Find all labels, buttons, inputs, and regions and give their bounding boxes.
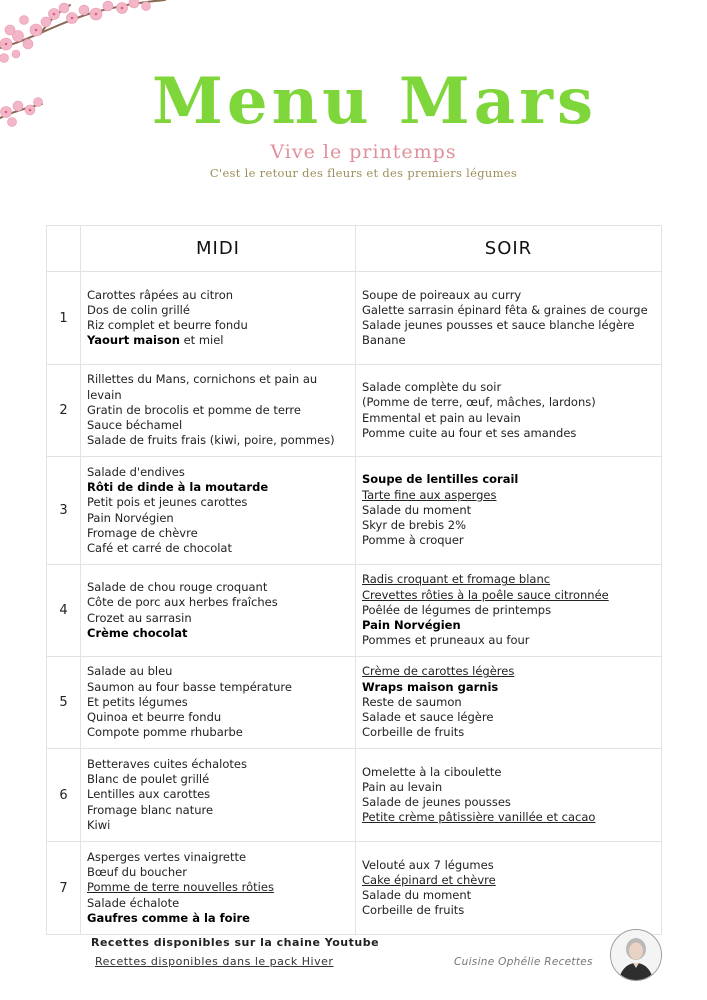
menu-item [87,580,349,595]
menu-item-text: Pain Norvégien [362,618,461,633]
menu-item [87,757,349,772]
menu-item [87,725,349,740]
youtube-recipes-note: Recettes disponibles sur la chaine Youtube [91,936,380,949]
menu-item [362,472,655,487]
menu-item [87,303,349,318]
menu-item-text: Crème chocolat [87,625,188,640]
winter-pack-link[interactable]: Recettes disponibles dans le pack Hiver [95,955,334,968]
menu-item-text: Crevettes rôties à la poêle sauce citronnée [362,587,609,602]
midi-cell [81,565,356,657]
menu-item [87,818,349,833]
menu-item-text: Pain au levain [362,779,443,794]
menu-item [87,333,349,348]
menu-item-text: Pain Norvégien [87,510,174,525]
menu-item [362,725,655,740]
menu-item [362,303,655,318]
menu-item [362,780,655,795]
midi-cell [81,457,356,565]
table-header-row [47,226,662,272]
menu-item [87,495,349,510]
menu-item [87,611,349,626]
menu-item [87,664,349,679]
menu-item [87,372,349,402]
menu-item [87,526,349,541]
menu-item [87,288,349,303]
menu-item-text: Salade de jeunes pousses [362,795,511,809]
menu-item [87,865,349,880]
menu-item-text: Pomme à croquer [362,533,464,548]
menu-item-text: Wraps maison garnis [362,679,499,694]
page-tagline: C'est le retour des fleurs et des premiers légumes [209,166,518,180]
column-header-midi: MIDI [81,226,356,272]
menu-item-text: Soupe de poireaux au curry [362,287,522,302]
menu-item-text: Pomme cuite au four et ses amandes [362,425,577,440]
menu-item-text: Cake épinard et chèvre [362,872,496,887]
soir-cell [356,272,662,365]
menu-item-text: Banane [362,333,406,348]
menu-item[interactable] [362,810,655,825]
menu-item [362,288,655,303]
menu-item [87,595,349,610]
menu-item-text: Gratin de brocolis et pomme de terre [87,402,301,417]
menu-item-text: Salade du moment [362,888,472,902]
signature: Cuisine Ophélie Recettes [454,956,593,968]
table-row [47,657,662,749]
menu-item [362,426,655,441]
menu-item [87,772,349,787]
menu-item-text: Fromage de chèvre [87,525,198,540]
menu-item-text: Pommes et pruneaux au four [362,633,530,648]
menu-item-text: Café et carré de chocolat [87,540,232,555]
day-number: 4 [47,565,81,657]
menu-item-text: Betteraves cuites échalotes [87,756,247,771]
menu-item-text: Lentilles aux carottes [87,787,211,802]
day-number: 3 [47,457,81,565]
menu-item [362,603,655,618]
menu-item [362,503,655,518]
soir-cell [356,565,662,657]
menu-item-text: Radis croquant et fromage blanc [362,572,551,587]
menu-item[interactable] [362,873,655,888]
menu-item-text: Riz complet et beurre fondu [87,318,248,332]
menu-item-text: Compote pomme rhubarbe [87,725,243,740]
menu-item-text: Et petits légumes [87,694,188,709]
menu-item [362,633,655,648]
menu-item [87,418,349,433]
menu-item[interactable] [362,664,655,679]
menu-item-text: Tarte fine aux asperges [362,487,497,502]
day-number: 2 [47,365,81,457]
menu-item-text: Salade jeunes pousses et sauce blanche légère [362,318,635,332]
menu-item [87,911,349,926]
menu-item[interactable] [362,572,655,587]
menu-item [362,380,655,395]
menu-item [87,403,349,418]
menu-item-text: Asperges vertes vinaigrette [87,849,247,864]
menu-item [87,680,349,695]
menu-item-text: Reste de saumon [362,694,462,709]
menu-item [362,618,655,633]
midi-cell [81,657,356,749]
menu-item [87,511,349,526]
midi-cell [81,749,356,842]
menu-item-text: Dos de colin grillé [87,302,190,317]
menu-table [46,225,662,935]
menu-item [87,896,349,911]
midi-cell [81,365,356,457]
menu-item [362,795,655,810]
menu-item-text: Bœuf du boucher [87,865,187,880]
menu-item [362,318,655,333]
menu-item [87,541,349,556]
menu-item-text: Petit pois et jeunes carottes [87,495,248,510]
menu-item [87,465,349,480]
menu-item [362,765,655,780]
menu-item [362,710,655,725]
menu-item[interactable] [87,880,349,895]
menu-item-text: Salade et sauce légère [362,710,494,725]
menu-item-suffix: et miel [179,333,224,348]
table-row [47,272,662,365]
menu-item [362,888,655,903]
menu-item-text: Corbeille de fruits [362,903,465,918]
menu-item-text: Côte de porc aux herbes fraîches [87,595,278,610]
soir-cell [356,749,662,842]
menu-item [87,695,349,710]
menu-item-text: Quinoa et beurre fondu [87,710,222,725]
menu-item-text: Salade de chou rouge croquant [87,580,268,595]
menu-item[interactable] [362,588,655,603]
menu-item [362,680,655,695]
menu-item [87,787,349,802]
menu-item [87,710,349,725]
day-number: 5 [47,657,81,749]
menu-item-text: Poêlée de légumes de printemps [362,602,552,617]
page-subtitle: Vive le printemps [270,141,457,163]
menu-item-text: Petite crème pâtissière vanillée et cacao [362,810,596,825]
menu-item-text: Salade d'endives [87,464,185,479]
menu-item-text: Rillettes du Mans, cornichons et pain au levain [87,372,318,402]
menu-item [87,803,349,818]
menu-item-text: Corbeille de fruits [362,725,465,740]
menu-item-text: Sauce béchamel [87,418,183,433]
menu-item-text: Rôti de dinde à la moutarde [87,480,269,495]
menu-item-text: Carottes râpées au citron [87,287,234,302]
menu-item [87,433,349,448]
menu-item[interactable] [362,488,655,503]
table-row [47,749,662,842]
day-number: 7 [47,842,81,935]
menu-item-text: Pomme de terre nouvelles rôties [87,880,274,895]
menu-item [362,395,655,410]
menu-item-text: Yaourt maison [87,333,180,348]
menu-item-text: Galette sarrasin épinard fêta & graines de courge [362,302,648,317]
menu-item-text: Crème de carottes légères [362,664,515,679]
menu-item-text: Fromage blanc nature [87,802,214,817]
day-number: 6 [47,749,81,842]
avatar [610,929,662,981]
menu-item-text: Velouté aux 7 légumes [362,857,494,872]
day-number: 1 [47,272,81,365]
column-header-day [47,226,81,272]
menu-item-text: Emmental et pain au levain [362,410,521,425]
midi-cell [81,272,356,365]
menu-item [362,858,655,873]
table-row [47,457,662,565]
table-row [47,365,662,457]
menu-item-text: Salade du moment [362,502,472,517]
menu-item-text: Soupe de lentilles corail [362,472,519,487]
menu-item-text: Salade complète du soir [362,380,502,395]
table-row [47,842,662,935]
menu-item [87,480,349,495]
menu-item-text: Saumon au four basse température [87,679,292,694]
soir-cell [356,457,662,565]
menu-item [362,533,655,548]
menu-item-text: Salade échalote [87,895,180,910]
menu-item-text: Salade de fruits frais (kiwi, poire, pommes) [87,433,335,448]
menu-item [87,318,349,333]
menu-item-text: Skyr de brebis 2% [362,518,467,533]
menu-item-text: Omelette à la ciboulette [362,764,502,779]
menu-item [87,626,349,641]
menu-item [362,333,655,348]
menu-item [87,850,349,865]
menu-item-text: (Pomme de terre, œuf, mâches, lardons) [362,395,596,410]
menu-item [362,695,655,710]
table-row [47,565,662,657]
menu-item-text: Blanc de poulet grillé [87,772,210,787]
menu-item-text: Crozet au sarrasin [87,610,192,625]
menu-item-text: Kiwi [87,817,111,832]
menu-item [362,903,655,918]
soir-cell [356,657,662,749]
midi-cell [81,842,356,935]
menu-item-text: Gaufres comme à la foire [87,910,250,925]
soir-cell [356,365,662,457]
menu-item [362,518,655,533]
soir-cell [356,842,662,935]
menu-item-text: Salade au bleu [87,664,173,679]
person-portrait-icon [611,930,661,980]
menu-item [362,411,655,426]
column-header-soir: SOIR [356,226,662,272]
page-title: Menu Mars [152,64,597,139]
